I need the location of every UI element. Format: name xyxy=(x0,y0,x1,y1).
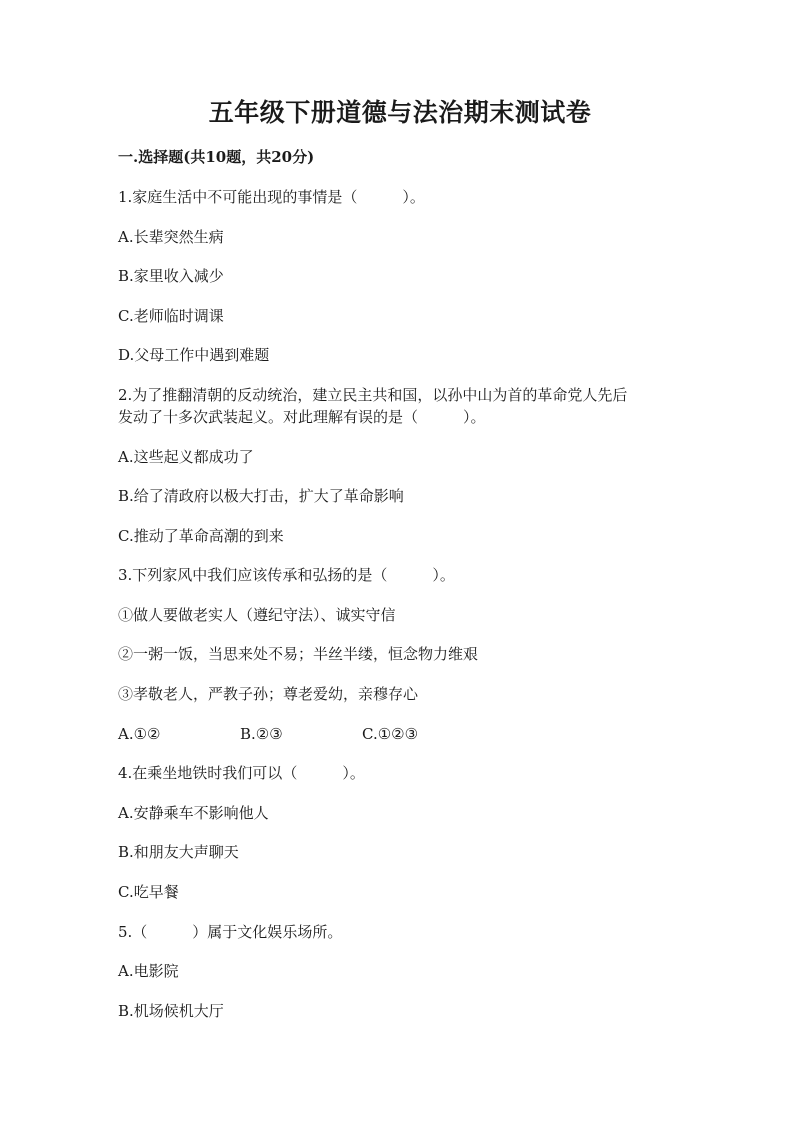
question-1-option-c: C.老师临时调课 xyxy=(118,307,224,325)
question-1-option-a: A.长辈突然生病 xyxy=(118,228,224,246)
question-1-option-d: D.父母工作中遇到难题 xyxy=(118,346,270,364)
question-5-option-a: A.电影院 xyxy=(118,962,179,980)
question-3-option-c: C.①②③ xyxy=(362,725,419,743)
question-2-stem-line-2: 发动了十多次武装起义。对此理解有误的是（ ）。 xyxy=(118,408,486,426)
question-1-stem: 1.家庭生活中不可能出现的事情是（ ）。 xyxy=(118,188,425,206)
question-4-stem: 4.在乘坐地铁时我们可以（ ）。 xyxy=(118,764,365,782)
question-2-option-c: C.推动了革命高潮的到来 xyxy=(118,527,284,545)
question-3-stem: 3.下列家风中我们应该传承和弘扬的是（ ）。 xyxy=(118,566,455,584)
question-3-item-1: ①做人要做老实人（遵纪守法）、诚实守信 xyxy=(118,606,396,624)
question-3-item-3: ③孝敬老人，严教子孙；尊老爱幼，亲穆存心 xyxy=(118,685,419,703)
section-heading: 一.选择题(共10题，共20分) xyxy=(118,148,315,166)
question-1-option-b: B.家里收入减少 xyxy=(118,267,224,285)
question-3-item-2: ②一粥一饭，当思来处不易；半丝半缕，恒念物力维艰 xyxy=(118,645,479,663)
question-4-option-a: A.安静乘车不影响他人 xyxy=(118,804,269,822)
question-2-stem-line-1: 2.为了推翻清朝的反动统治，建立民主共和国，以孙中山为首的革命党人先后 xyxy=(118,386,628,404)
question-4-option-c: C.吃早餐 xyxy=(118,883,179,901)
page-title: 五年级下册道德与法治期末测试卷 xyxy=(208,98,592,127)
question-4-option-b: B.和朋友大声聊天 xyxy=(118,843,239,861)
question-5-stem: 5.（ ）属于文化娱乐场所。 xyxy=(118,923,343,941)
question-3-option-b: B.②③ xyxy=(240,725,283,743)
question-3-option-a: A.①② xyxy=(118,725,161,743)
question-2-option-a: A.这些起义都成功了 xyxy=(118,448,254,466)
question-5-option-b: B.机场候机大厅 xyxy=(118,1002,224,1020)
question-2-option-b: B.给了清政府以极大打击，扩大了革命影响 xyxy=(118,487,404,505)
